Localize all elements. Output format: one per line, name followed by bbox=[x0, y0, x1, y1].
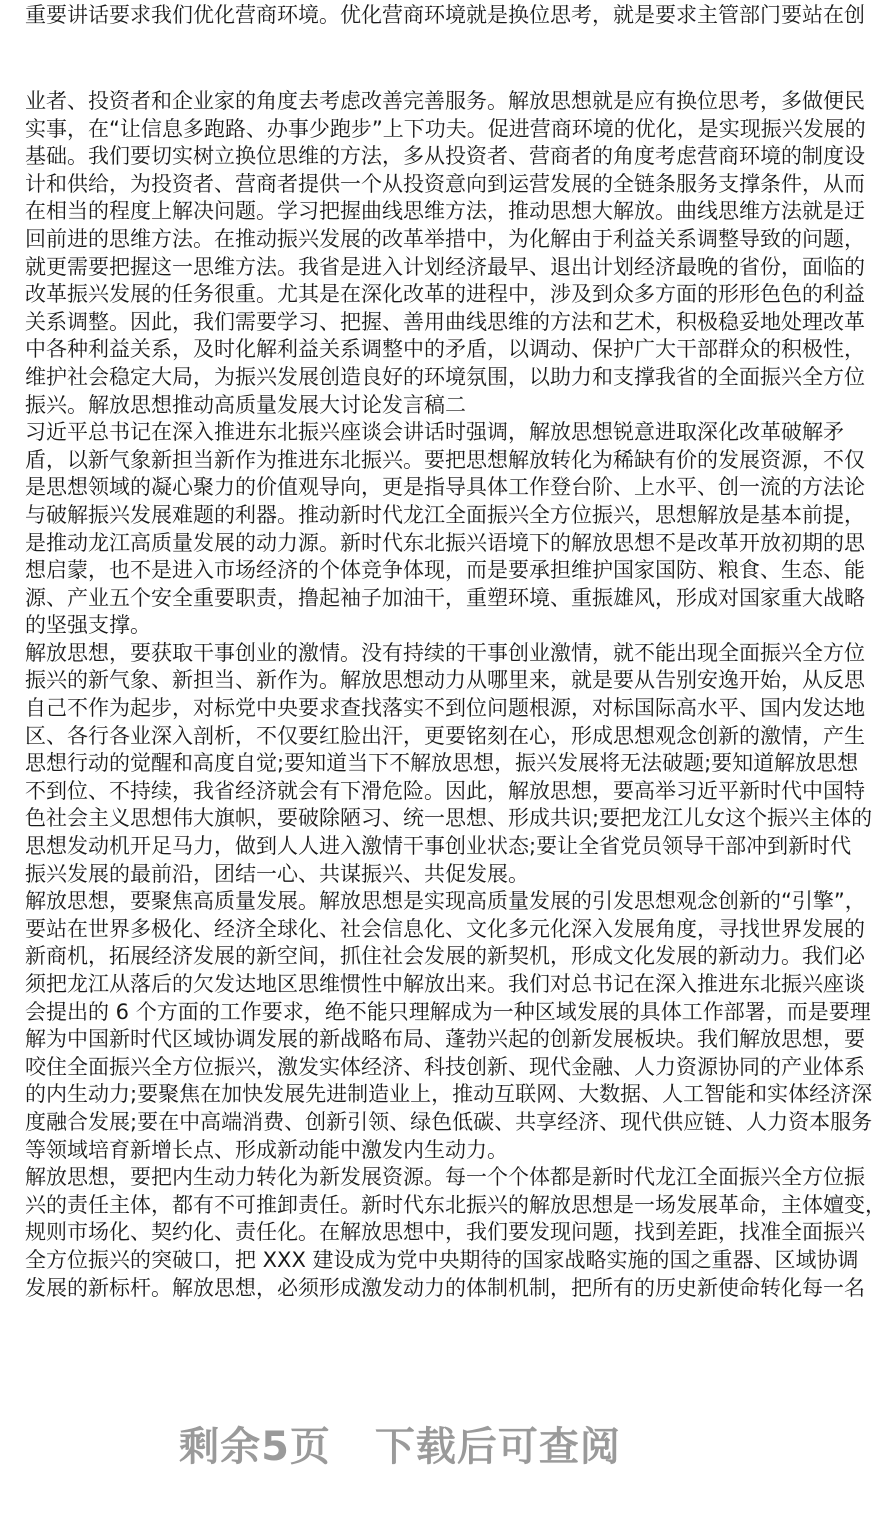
text-line: 振兴。解放思想推动高质量发展大讨论发言稿二 bbox=[25, 392, 466, 417]
text-line: 是思想领域的凝心聚力的价值观导向，更是指导具体工作登台阶、上水平、创一流的方法论 bbox=[25, 475, 865, 500]
text-line: 振兴的新气象、新担当、新作为。解放思想动力从哪里来，就是要从告别安逸开始，从反思 bbox=[25, 668, 865, 693]
paragraph bbox=[25, 888, 873, 1164]
text-line: 思想行动的觉醒和高度自觉;要知道当下不解放思想，振兴发展将无法破题;要知道解放思想 bbox=[25, 751, 859, 776]
text-line: 解放思想，要把内生动力转化为新发展资源。每一个个体都是新时代龙江全面振兴全方位振 bbox=[25, 1165, 865, 1190]
text-line: 新商机，拓展经济发展的新空间，抓住社会发展的新契机，形成文化发展的新动力。我们必 bbox=[25, 944, 865, 969]
text-line: 规则市场化、契约化、责任化。在解放思想中，我们要发现问题，找到差距，找准全面振兴 bbox=[25, 1220, 865, 1245]
paragraph bbox=[25, 640, 873, 888]
text-line: 区、各行各业深入剖析，不仅要红脸出汗，更要铭刻在心，形成思想观念创新的激情，产生 bbox=[25, 723, 865, 748]
text-line: 维护社会稳定大局，为振兴发展创造良好的环境氛围，以助力和支撑我省的全面振兴全方位 bbox=[25, 364, 865, 389]
paragraph bbox=[25, 419, 865, 640]
text-line: 的坚强支撑。 bbox=[25, 613, 151, 638]
text-line: 须把龙江从落后的欠发达地区思维惯性中解放出来。我们对总书记在深入推进东北振兴座谈 bbox=[25, 972, 865, 996]
text-line: 思想发动机开足马力，做到人人进入激情干事创业状态;要让全省党员领导干部冲到新时代 bbox=[25, 834, 852, 859]
text-line: 就更需要把握这一思维方法。我省是进入计划经济最早、退出计划经济最晚的省份，面临的 bbox=[25, 254, 865, 279]
text-line: 色社会主义思想伟大旗帜，要破除陋习、统一思想、形成共识;要把龙江儿女这个振兴主体的 bbox=[25, 806, 873, 831]
text-line: 与破解振兴发展难题的利器。推动新时代龙江全面振兴全方位振兴，思想解放是基本前提， bbox=[25, 502, 865, 527]
text-line: 等领域培育新增长点、形成新动能中激发内生动力。 bbox=[25, 1137, 508, 1162]
text-line: 全方位振兴的突破口，把 XXX 建设成为党中央期待的国家战略实施的国之重器、区域协调 bbox=[25, 1247, 859, 1272]
text-line: 业者、投资者和企业家的角度去考虑改善完善服务。解放思想就是应有换位思考，多做便民 bbox=[25, 89, 865, 113]
text-line: 解为中国新时代区域协调发展的新战略布局、蓬勃兴起的创新发展板块。我们解放思想，要 bbox=[25, 1027, 865, 1052]
text-line: 振兴发展的最前沿，团结一心、共谋振兴、共促发展。 bbox=[25, 861, 529, 886]
text-line: 在相当的程度上解决问题。学习把握曲线思维方法，推动思想大解放。曲线思维方法就是迂 bbox=[25, 199, 865, 224]
paragraph bbox=[25, 1164, 886, 1302]
text-line: 改革振兴发展的任务很重。尤其是在深化改革的进程中，涉及到众多方面的形形色色的利益 bbox=[25, 282, 865, 307]
text-line: 发展的新标杆。解放思想，必须形成激发动力的体制机制，把所有的历史新使命转化每一名 bbox=[25, 1275, 865, 1300]
document-body bbox=[25, 88, 886, 1302]
text-line: 自己不作为起步，对标党中央要求查找落实不到位问题根源，对标国际高水平、国内发达地 bbox=[25, 696, 865, 721]
text-line: 重要讲话要求我们优化营商环境。优化营商环境就是换位思考，就是要求主管部门要站在创 bbox=[25, 3, 865, 27]
text-line: 关系调整。因此，我们需要学习、把握、善用曲线思维的方法和艺术，积极稳妥地处理改革 bbox=[25, 309, 865, 334]
download-hint-label: 下载后可查阅 bbox=[374, 1424, 621, 1470]
text-line: 中各种利益关系，及时化解利益关系调整中的矛盾，以调动、保护广大干部群众的积极性， bbox=[25, 337, 865, 362]
paragraph bbox=[25, 88, 866, 419]
text-line: 不到位、不持续，我省经济就会有下滑危险。因此，解放思想，要高举习近平新时代中国特 bbox=[25, 778, 865, 803]
text-line: 盾，以新气象新担当新作为推进东北振兴。要把思想解放转化为稀缺有价的发展资源，不仅 bbox=[25, 447, 865, 472]
remaining-pages-label: 剩余5页 bbox=[179, 1424, 331, 1470]
document-top-fragment bbox=[25, 2, 865, 30]
text-line: 解放思想，要获取干事创业的激情。没有持续的干事创业激情，就不能出现全面振兴全方位 bbox=[25, 640, 865, 665]
text-line: 兴的责任主体，都有不可推卸责任。新时代东北振兴的解放思想是一场发展革命，主体嬗变， bbox=[25, 1192, 886, 1217]
text-line: 咬住全面振兴全方位振兴，激发实体经济、科技创新、现代金融、人力资源协同的产业体系 bbox=[25, 1054, 865, 1079]
download-prompt[interactable] bbox=[0, 1424, 800, 1470]
text-line: 想启蒙，也不是进入市场经济的个体竞争体现，而是要承担维护国家国防、粮食、生态、能 bbox=[25, 558, 865, 583]
text-line: 回前进的思维方法。在推动振兴发展的改革举措中，为化解由于利益关系调整导致的问题， bbox=[25, 226, 865, 251]
text-line: 是推动龙江高质量发展的动力源。新时代东北振兴语境下的解放思想不是改革开放初期的思 bbox=[25, 530, 865, 555]
text-line: 解放思想，要聚焦高质量发展。解放思想是实现高质量发展的引发思想观念创新的“引擎”， bbox=[25, 889, 866, 914]
text-line: 要站在世界多极化、经济全球化、社会信息化、文化多元化深入发展角度，寻找世界发展的 bbox=[25, 916, 865, 941]
text-line: 计和供给，为投资者、营商者提供一个从投资意向到运营发展的全链条服务支撑条件，从而 bbox=[25, 171, 865, 196]
text-line: 习近平总书记在深入推进东北振兴座谈会讲话时强调，解放思想锐意进取深化改革破解矛 bbox=[25, 420, 844, 445]
text-line: 实事，在“让信息多跑路、办事少跑步”上下功夫。促进营商环境的优化，是实现振兴发展的 bbox=[25, 116, 866, 141]
text-line: 的内生动力;要聚焦在加快发展先进制造业上，推动互联网、大数据、人工智能和实体经济深 bbox=[25, 1082, 873, 1107]
text-line: 会提出的 6 个方面的工作要求，绝不能只理解成为一种区域发展的具体工作部署，而是要理 bbox=[25, 999, 871, 1024]
text-line: 源、产业五个安全重要职责，撸起袖子加油干，重塑环境、重振雄风，形成对国家重大战略 bbox=[25, 585, 865, 610]
text-line: 度融合发展;要在中高端消费、创新引领、绿色低碳、共享经济、现代供应链、人力资本服务 bbox=[25, 1109, 873, 1134]
text-line: 基础。我们要切实树立换位思维的方法，多从投资者、营商者的角度考虑营商环境的制度设 bbox=[25, 144, 865, 169]
